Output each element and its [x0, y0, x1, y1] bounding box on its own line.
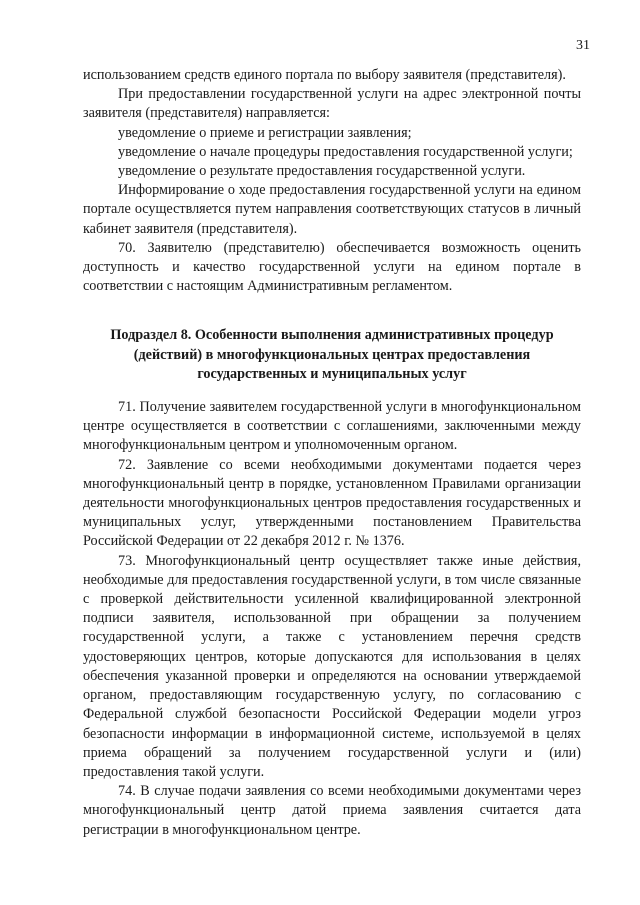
paragraph: При предоставлении государственной услуги на адрес электронной почты заявителя (представителя) направляется:: [83, 86, 581, 122]
paragraph: использованием средств единого портала по выбору заявителя (представителя).: [83, 67, 566, 83]
section-before: [83, 66, 581, 296]
paragraph: 74. В случае подачи заявления со всеми необходимыми документами через многофункциональный центр датой приема заявления считается дата регистрации в многофункциональном центре.: [83, 783, 581, 838]
paragraph: уведомление о начале процедуры предоставления государственной услуги;: [118, 143, 573, 160]
paragraph: 72. Заявление со всеми необходимыми документами подается через многофункциональный центр в порядке, установленном Правилами организации деятельности многофункциональных центров предоставления государственных и муниципальных услуг, утвержденными постановлением Правительства Российской Федерации от 22 декабря 2012 г. № 1376.: [83, 456, 581, 550]
paragraph: Информирование о ходе предоставления государственной услуги на едином портале осуществляется путем направления соответствующих статусов в личный кабинет заявителя (представителя).: [83, 182, 581, 237]
section-after: [83, 398, 581, 840]
paragraph: 70. Заявителю (представителю) обеспечивается возможность оценить доступность и качество государственной услуги на едином портале в соответствии с настоящим Административным регламентом.: [83, 239, 581, 295]
paragraph: 73. Многофункциональный центр осуществляет также иные действия, необходимые для предоставления государственной услуги, в том числе связанные с проверкой действительности усиленной квалифицированной электронной подписи заявителя, использованной при обращении за получением государственной услуги, а также с установлением перечня средств удостоверяющих центров, которые допускаются для использования в целях обеспечения указанной проверки и определяются на основании утверждаемой органом, предоставляющим государственную услугу, по согласованию с Федеральной службой безопасности Российской Федерации модели угроз безопасности информации в информационной системе, используемой в целях приема обращений за получением государственной услуги и (или) предоставления такой услуги.: [83, 552, 581, 780]
subsection-heading: Подраздел 8. Особенности выполнения административных процедур (действий) в многофункциональных центрах предоставления государственных и муниципальных услуг: [110, 327, 554, 382]
paragraph: уведомление о приеме и регистрации заявления;: [118, 124, 412, 141]
document-body: [83, 66, 581, 840]
page-number: 31: [576, 38, 590, 53]
paragraph: уведомление о результате предоставления государственной услуги.: [118, 163, 526, 180]
paragraph: 71. Получение заявителем государственной услуги в многофункциональном центре осуществляется в соответствии с соглашениями, заключенными между многофункциональным центром и уполномоченным органом.: [83, 399, 581, 454]
